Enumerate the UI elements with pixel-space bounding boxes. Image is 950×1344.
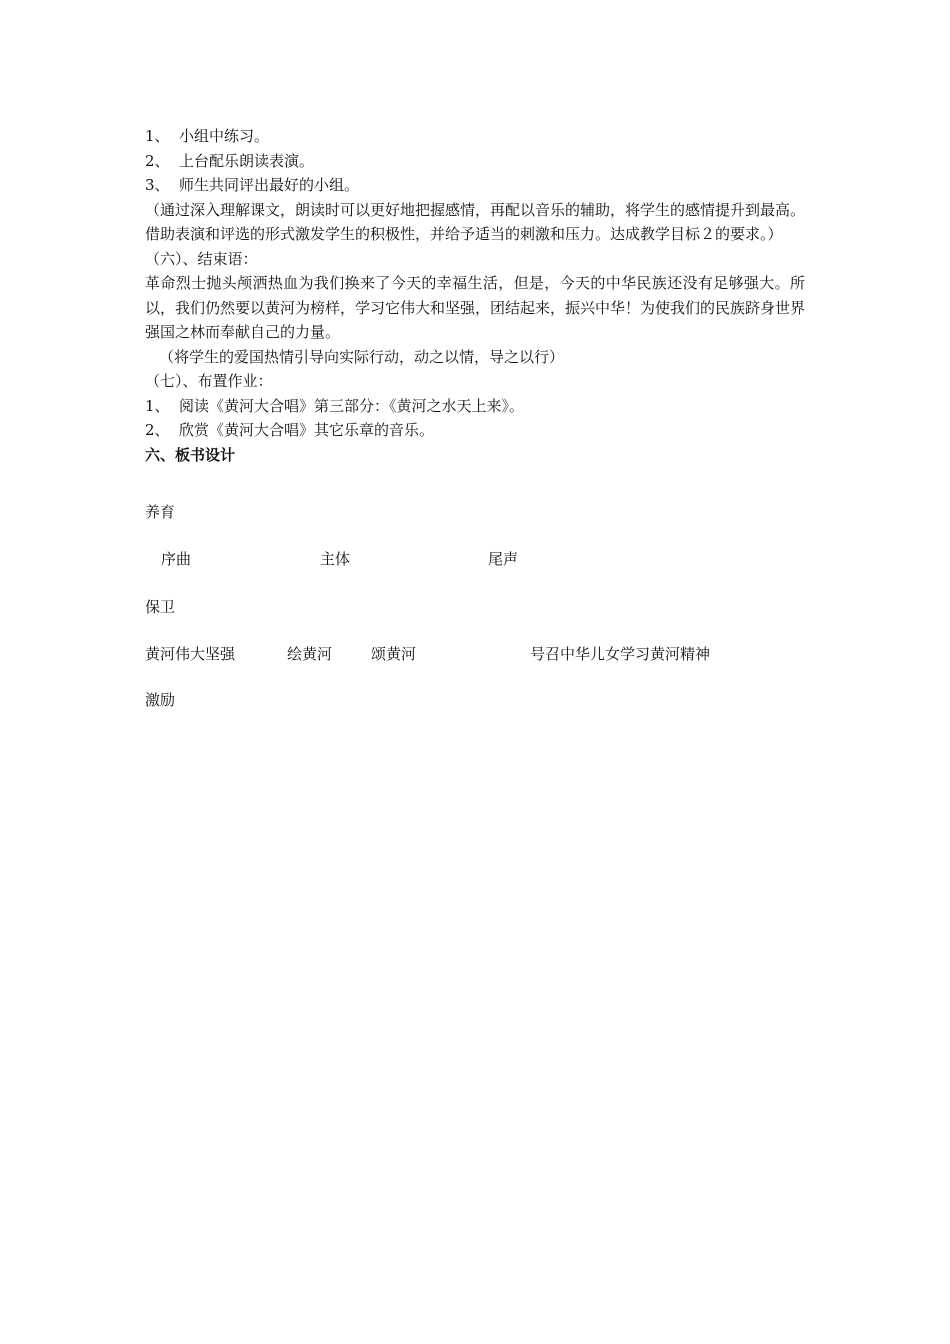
- step-item-2: [145, 149, 805, 174]
- step-number: 2、: [145, 151, 170, 170]
- homework-item-1: [145, 394, 805, 419]
- step-item-1: [145, 124, 805, 149]
- board-design: [145, 500, 805, 730]
- homework-text: 阅读《黄河大合唱》第三部分：《黄河之水天上来》。: [179, 396, 525, 415]
- homework-number: 1、: [145, 396, 170, 415]
- board-haozhao: 号召中华儿女学习黄河精神: [530, 645, 711, 663]
- board-xuqu: 序曲: [161, 550, 192, 568]
- step-text: 上台配乐朗读表演。: [179, 151, 315, 170]
- teaching-note: （通过深入理解课文，朗读时可以更好地把握感情，再配以音乐的辅助，将学生的感情提升到最高。借助表演和评选的形式激发学生的积极性，并给予适当的刺激和压力。达成教学目标２的要求。）: [145, 200, 806, 243]
- step-number: 1、: [145, 127, 170, 145]
- board-main-phrase: 黄河伟大坚强: [145, 645, 236, 663]
- homework-text: 欣赏《黄河大合唱》其它乐章的音乐。: [179, 421, 435, 439]
- board-yangyu: 养育: [145, 503, 176, 521]
- board-weisheng: 尾声: [488, 550, 519, 568]
- section-seven-title: （七）、布置作业：: [145, 372, 273, 390]
- section-six-title: （六）、结束语：: [145, 249, 258, 268]
- closing-note: （将学生的爱国热情引导向实际行动，动之以情，导之以行）: [159, 347, 565, 366]
- board-song: 颂黄河: [371, 645, 417, 663]
- step-text: 师生共同评出最好的小组。: [179, 176, 360, 194]
- board-jili: 激励: [145, 691, 176, 709]
- step-item-3: [145, 173, 805, 198]
- board-zhuti: 主体: [320, 550, 351, 568]
- homework-item-2: [145, 418, 805, 443]
- closing-remarks: 革命烈士抛头颅洒热血为我们换来了今天的幸福生活，但是，今天的中华民族还没有足够强大。所以，我们仍然要以黄河为榜样，学习它伟大和坚强，团结起来，振兴中华！为使我们的民族跻身世界强国之林而奉献自己的力量。: [145, 274, 806, 341]
- board-baowei: 保卫: [145, 598, 176, 616]
- board-design-heading: 六、板书设计: [145, 445, 236, 464]
- board-hui: 绘黄河: [287, 645, 333, 663]
- step-number: 3、: [145, 176, 170, 194]
- step-text: 小组中练习。: [179, 127, 270, 145]
- document-body: [145, 124, 805, 467]
- homework-number: 2、: [145, 421, 170, 439]
